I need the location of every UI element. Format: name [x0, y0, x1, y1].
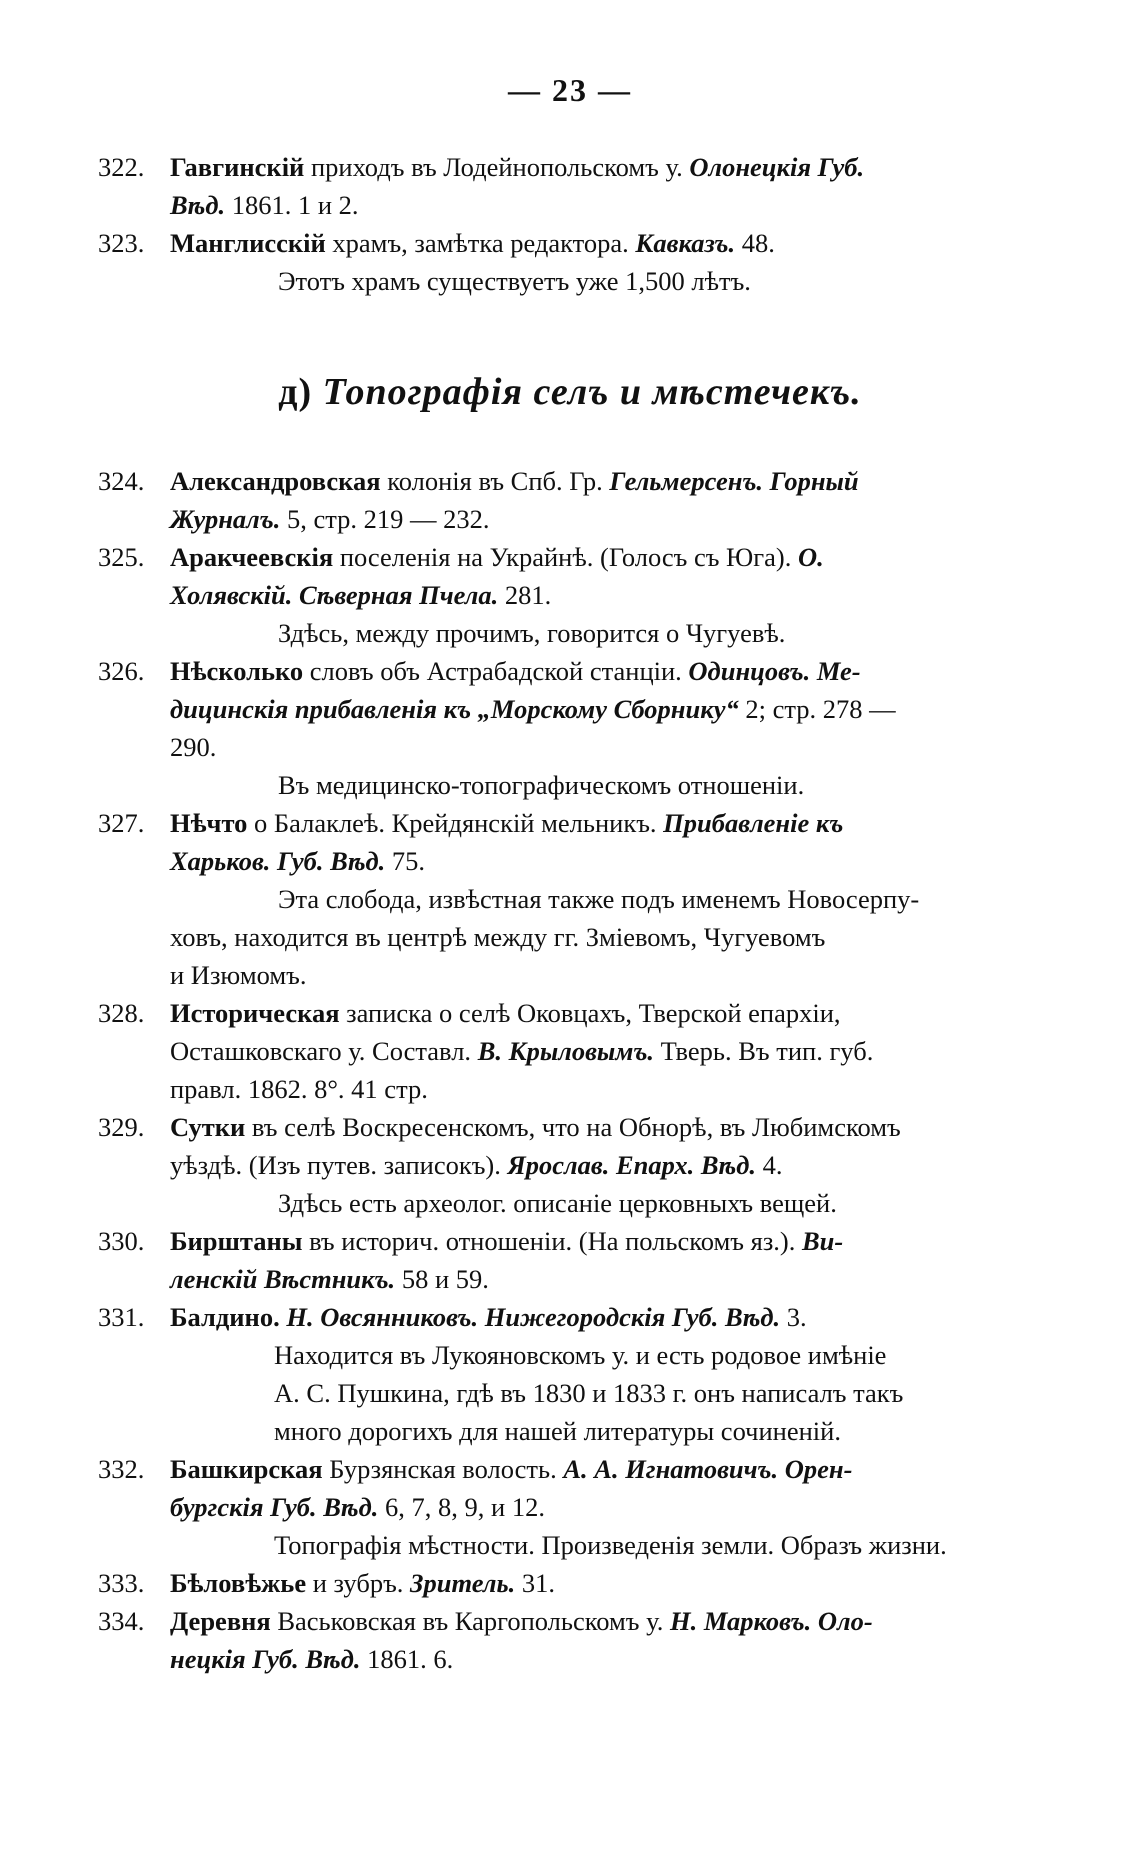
entry-source: Гельмерсенъ. Горный	[609, 466, 859, 496]
entry-number: 324.	[98, 466, 145, 496]
entry-number: 334.	[98, 1606, 145, 1636]
entry-line	[98, 804, 843, 842]
entry-text: въ историч. отношеніи. (На польскомъ яз.).	[302, 1226, 802, 1256]
entry-number: 328.	[98, 998, 145, 1028]
entry-line	[98, 1564, 555, 1602]
entry-line	[98, 690, 896, 728]
entry-source: дицинскія прибавленія къ „Морскому Сборнику“	[170, 694, 739, 724]
entry-text: Васьковская въ Каргопольскомъ у.	[270, 1606, 670, 1636]
entry-line	[98, 842, 425, 880]
entry-number: 322.	[98, 152, 145, 182]
entry-keyword: Башкирская	[170, 1454, 323, 1484]
entry-text: 6, 7, 8, 9, и 12.	[378, 1492, 545, 1522]
entry-note: Здѣсь есть археолог. описаніе церковныхъ вещей.	[278, 1188, 837, 1218]
entry-note: и Изюмомъ.	[170, 960, 307, 990]
entry-text: 2; стр. 278 —	[738, 694, 896, 724]
entry-source: Холявскій. Сѣверная Пчела.	[170, 580, 499, 610]
entry-line	[98, 1488, 545, 1526]
entry-note: А. С. Пушкина, гдѣ въ 1830 и 1833 г. онъ написалъ такъ	[274, 1378, 904, 1408]
entry-line	[98, 728, 216, 766]
entry-keyword: Бѣловѣжье	[170, 1568, 307, 1598]
entry-line	[98, 652, 861, 690]
entry-text: 58 и 59.	[395, 1264, 489, 1294]
entry-source: Журналъ.	[170, 504, 281, 534]
entry-text: 4.	[755, 1150, 783, 1180]
entry-note: Этотъ храмъ существуетъ уже 1,500 лѣтъ.	[278, 266, 751, 296]
entry-number: 323.	[98, 228, 145, 258]
entry-text: уѣздѣ. (Изъ путев. записокъ).	[170, 1150, 508, 1180]
page-number: — 23 —	[508, 72, 632, 108]
entry-line	[98, 1146, 782, 1184]
entry-line	[98, 1602, 873, 1640]
entry-line	[98, 1260, 489, 1298]
entry-line	[98, 538, 824, 576]
entry-line	[98, 1450, 852, 1488]
entry-line	[98, 224, 775, 262]
entry-text: 75.	[385, 846, 426, 876]
entry-text: Бурзянская волость.	[322, 1454, 564, 1484]
entry-source: Одинцовъ. Ме-	[688, 656, 861, 686]
entry-line	[98, 148, 864, 186]
entry-note: ховъ, находится въ центрѣ между гг. Зміевомъ, Чугуевомъ	[170, 922, 826, 952]
entry-text: о Балаклеѣ. Крейдянскій мельникъ.	[247, 808, 664, 838]
entry-source: Н. Марковъ. Оло-	[669, 1606, 873, 1636]
entry-keyword: Бирштаны	[170, 1226, 303, 1256]
entry-keyword: Историческая	[170, 998, 340, 1028]
entry-source: Ви-	[801, 1226, 844, 1256]
entry-text: колонія въ Спб. Гр.	[380, 466, 610, 496]
entry-text: 1861. 6.	[360, 1644, 454, 1674]
entry-text: 1861. 1 и 2.	[225, 190, 359, 220]
entry-keyword: Нѣчто	[170, 808, 248, 838]
entry-note: Находится въ Лукояновскомъ у. и есть родовое имѣніе	[274, 1340, 887, 1370]
entry-line	[98, 1640, 453, 1678]
entry-text: записка о селѣ Оковцахъ, Тверской епархіи,	[339, 998, 841, 1028]
entry-source: Прибавленіе къ	[663, 808, 844, 838]
entry-text: поселенія на Украйнѣ. (Голосъ съ Юга).	[333, 542, 798, 572]
entry-number: 326.	[98, 656, 145, 686]
entry-line	[98, 1222, 843, 1260]
entry-number: 325.	[98, 542, 145, 572]
entry-note: Въ медицинско-топографическомъ отношеніи.	[278, 770, 805, 800]
entry-text: 48.	[735, 228, 775, 258]
entry-line	[98, 462, 859, 500]
entry-text: храмъ, замѣтка редактора.	[325, 228, 636, 258]
entry-source: Н. Овсянниковъ. Нижегородскія Губ. Вѣд.	[286, 1302, 781, 1332]
entry-line	[98, 994, 841, 1032]
entry-source: Кавказъ.	[635, 228, 736, 258]
entry-number: 327.	[98, 808, 145, 838]
entry-source: Ярослав. Епарх. Вѣд.	[507, 1150, 756, 1180]
entry-keyword: Нѣсколько	[170, 656, 304, 686]
entry-text: Осташковскаго у. Составл.	[170, 1036, 478, 1066]
entry-text: и зубръ.	[306, 1568, 411, 1598]
entry-keyword: Сутки	[170, 1112, 246, 1142]
entry-text: словъ объ Астрабадской станціи.	[303, 656, 689, 686]
entry-source: О.	[797, 542, 824, 572]
entry-source: В. Крыловымъ.	[477, 1036, 655, 1066]
entry-source: ленскій Вѣстникъ.	[170, 1264, 396, 1294]
entry-source: Харьков. Губ. Вѣд.	[170, 846, 386, 876]
entry-source: бургскія Губ. Вѣд.	[170, 1492, 379, 1522]
entry-line	[98, 1108, 901, 1146]
entry-text: 290.	[170, 732, 217, 762]
section-title: Топографія селъ и мѣстечекъ.	[322, 371, 862, 413]
entry-line	[98, 1298, 807, 1336]
entry-number: 330.	[98, 1226, 145, 1256]
entry-keyword: Александровская	[170, 466, 381, 496]
entry-note: Топографія мѣстности. Произведенія земли. Образъ жизни.	[274, 1530, 947, 1560]
entry-text: 3.	[780, 1302, 807, 1332]
section-heading	[0, 370, 1140, 414]
entry-keyword: Гавгинскій	[170, 152, 305, 182]
entry-note: много дорогихъ для нашей литературы сочиненій.	[274, 1416, 841, 1446]
entry-text: приходъ въ Лодейнопольскомъ у.	[304, 152, 690, 182]
entry-text: 31.	[515, 1568, 555, 1598]
entry-line	[98, 500, 490, 538]
entry-text: Тверь. Въ тип. губ.	[654, 1036, 874, 1066]
entry-keyword: Манглисскій	[170, 228, 326, 258]
entry-line	[98, 1032, 873, 1070]
entry-source: А. А. Игнатовичъ. Орен-	[563, 1454, 853, 1484]
entry-line	[98, 186, 359, 224]
entry-number: 333.	[98, 1568, 145, 1598]
entry-line	[98, 1070, 428, 1108]
section-letter: д)	[278, 371, 313, 413]
entry-text: правл. 1862. 8°. 41 стр.	[170, 1074, 428, 1104]
entry-source: Вѣд.	[170, 190, 226, 220]
entry-keyword: Балдино.	[170, 1302, 280, 1332]
entry-source: Зритель.	[410, 1568, 516, 1598]
entry-source: нецкія Губ. Вѣд.	[170, 1644, 361, 1674]
entry-text: въ селѣ Воскресенскомъ, что на Обнорѣ, въ Любимскомъ	[245, 1112, 901, 1142]
entry-number: 331.	[98, 1302, 145, 1332]
entry-keyword: Деревня	[170, 1606, 271, 1636]
entry-source: Олонецкія Губ.	[689, 152, 865, 182]
entry-number: 332.	[98, 1454, 145, 1484]
entry-note: Здѣсь, между прочимъ, говорится о Чугуевѣ.	[278, 618, 786, 648]
entry-text: 5, стр. 219 — 232.	[280, 504, 490, 534]
entry-note: Эта слобода, извѣстная также подъ именемъ Новосерпу-	[278, 884, 920, 914]
entry-text: 281.	[498, 580, 552, 610]
entry-number: 329.	[98, 1112, 145, 1142]
entry-line	[98, 576, 551, 614]
entry-keyword: Аракчеевскія	[170, 542, 334, 572]
